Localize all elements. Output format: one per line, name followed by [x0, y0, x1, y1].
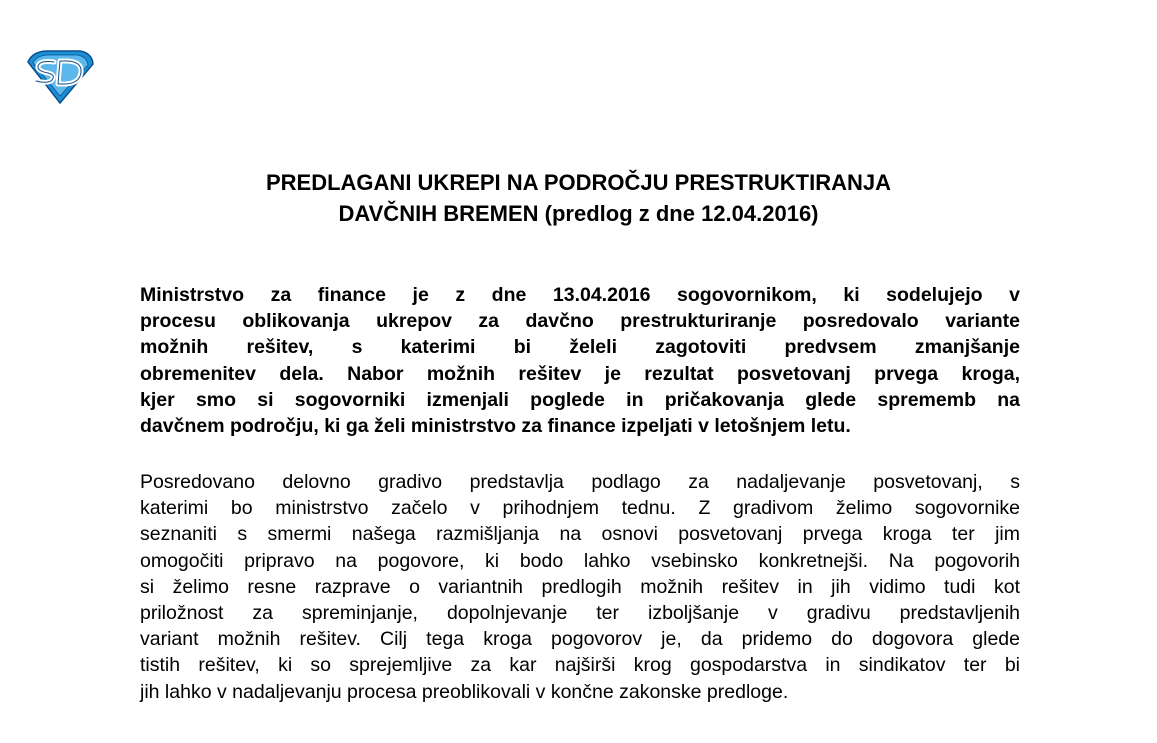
paragraph-line: omogočiti pripravo na pogovore, ki bodo lahko vsebinsko konkretnejši. Na pogovorih	[140, 549, 1020, 572]
paragraph-body	[140, 469, 1020, 705]
paragraph-line: možnih rešitev, s katerimi bi želeli zagotoviti predvsem zmanjšanje	[140, 336, 1020, 359]
document-title	[0, 167, 1157, 229]
title-line-1: PREDLAGANI UKREPI NA PODROČJU PRESTRUKTIRANJA	[265, 170, 891, 195]
paragraph-line: davčnem področju, ki ga želi ministrstvo za finance izpeljati v letošnjem letu.	[140, 414, 851, 437]
sd-logo-icon	[22, 48, 96, 104]
paragraph-line: seznaniti s smermi našega razmišljanja na osnovi posvetovanj prvega kroga ter jim	[140, 523, 1020, 546]
sd-logo	[22, 48, 96, 104]
title-line-2: DAVČNIH BREMEN (predlog z dne 12.04.2016)	[338, 201, 819, 226]
paragraph-line: katerimi bo ministrstvo začelo v prihodnjem tednu. Z gradivom želimo sogovornike	[140, 497, 1020, 520]
paragraph-line: priložnost za spreminjanje, dopolnjevanje ter izboljšanje v gradivu predstavljenih	[140, 601, 1020, 624]
paragraph-line: tistih rešitev, ki so sprejemljive za kar najširši krog gospodarstva in sindikatov ter bi	[140, 654, 1020, 677]
paragraph-line: variant možnih rešitev. Cilj tega kroga pogovorov je, da pridemo do dogovora glede	[140, 628, 1020, 651]
paragraph-line: Posredovano delovno gradivo predstavlja podlago za nadaljevanje posvetovanj, s	[140, 471, 1020, 493]
paragraph-line: jih lahko v nadaljevanju procesa preoblikovali v končne zakonske predloge.	[140, 680, 789, 703]
paragraph-line: kjer smo si sogovorniki izmenjali poglede in pričakovanja glede sprememb na	[140, 388, 1020, 411]
paragraph-line: procesu oblikovanja ukrepov za davčno prestrukturiranje posredovalo variante	[140, 310, 1020, 333]
paragraph-intro	[140, 282, 1020, 439]
paragraph-line: Ministrstvo za finance je z dne 13.04.2016 sogovornikom, ki sodelujejo v	[140, 284, 1020, 306]
paragraph-line: obremenitev dela. Nabor možnih rešitev je rezultat posvetovanj prvega kroga,	[140, 362, 1020, 385]
paragraph-line: si želimo resne razprave o variantnih predlogih možnih rešitev in jih vidimo tudi kot	[140, 575, 1020, 598]
